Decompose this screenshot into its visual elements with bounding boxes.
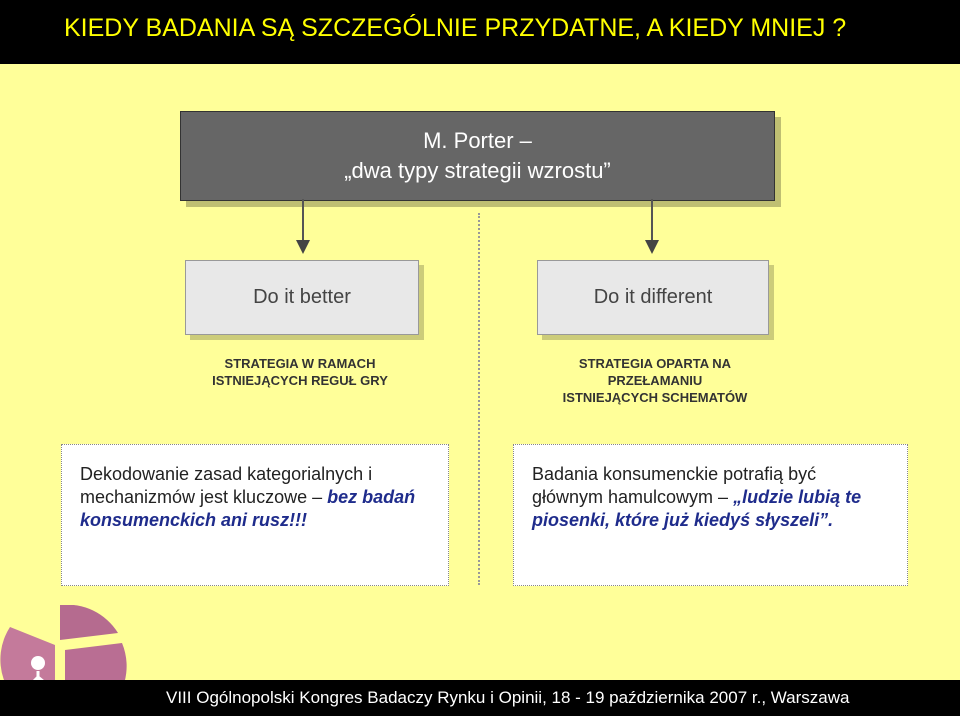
- right-description-box: [513, 444, 908, 586]
- left-strategy-line-2: ISTNIEJĄCYCH REGUŁ GRY: [212, 373, 388, 388]
- right-strategy-line-1: STRATEGIA OPARTA NA: [578, 356, 732, 371]
- right-arrow-line: [651, 199, 653, 241]
- right-description-emphasis: „ludzie lubią te piosenki, które już kiedyś słyszeli”.: [532, 487, 862, 530]
- left-strategy-line-1: STRATEGIA W RAMACH: [224, 356, 376, 371]
- right-arrow-head-icon: [645, 240, 659, 254]
- right-strategy: [525, 355, 785, 406]
- slide-title: KIEDY BADANIA SĄ SZCZEGÓLNIE PRZYDATNE, A KIEDY MNIEJ ?: [64, 14, 847, 42]
- option-do-it-better-label: Do it better: [253, 286, 351, 308]
- right-strategy-line-2: PRZEŁAMANIU: [607, 373, 703, 388]
- left-arrow-line: [302, 199, 304, 241]
- left-strategy: [170, 355, 430, 389]
- option-do-it-different-label: Do it different: [593, 286, 713, 308]
- footer-bar: [0, 680, 960, 716]
- porter-line-1: M. Porter –: [423, 128, 532, 153]
- right-description-text: Badania konsumenckie potrafią być głównym hamulcowym –: [532, 464, 817, 507]
- option-do-it-different: [537, 260, 769, 335]
- left-arrow-head-icon: [296, 240, 310, 254]
- title-bar: [0, 0, 960, 64]
- right-strategy-line-3: ISTNIEJĄCYCH SCHEMATÓW: [562, 390, 748, 405]
- left-description-emphasis: bez badań konsumenckich ani rusz!!!: [80, 487, 416, 530]
- left-description-dash: –: [307, 487, 328, 507]
- footer-text: VIII Ogólnopolski Kongres Badaczy Rynku i Opinii, 18 - 19 października 2007 r., Warszawa: [166, 688, 850, 707]
- left-description-box: [61, 444, 449, 586]
- porter-line-2: „dwa typy strategii wzrostu”: [344, 158, 611, 183]
- left-description-text: Dekodowanie zasad kategorialnych i mechanizmów jest kluczowe: [80, 464, 373, 507]
- option-do-it-better: [185, 260, 419, 335]
- porter-box: [180, 111, 775, 201]
- divider-line: [478, 213, 480, 585]
